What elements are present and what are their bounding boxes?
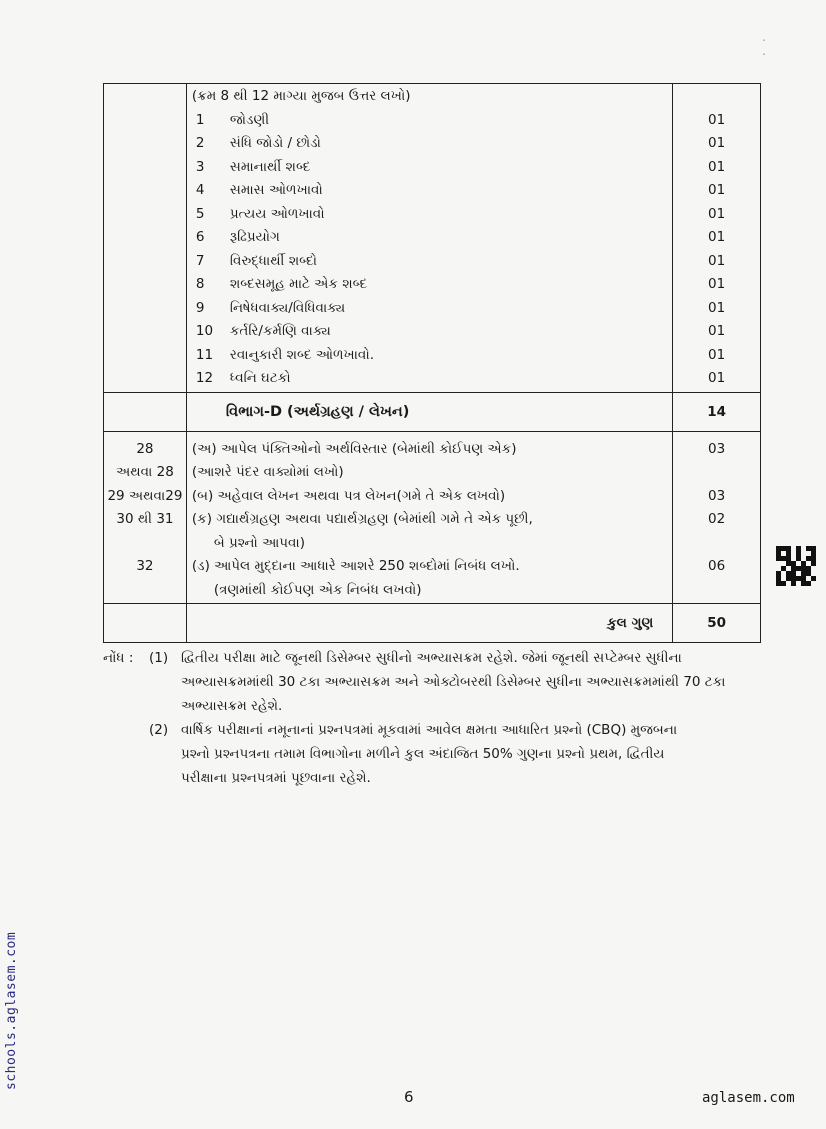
item-number: 9: [195, 299, 205, 316]
grammar-item: [188, 320, 671, 344]
table-row-section-d: [104, 392, 761, 431]
item-marks: 01: [708, 299, 726, 316]
section-d-title: વિભાગ-D (અર્થગ્રહણ / લેખન): [225, 403, 410, 420]
site-footer: aglasem.com: [702, 1090, 795, 1106]
grammar-item: [188, 344, 671, 368]
section-d-marks: 14: [707, 403, 727, 420]
q32-line2: (ત્રણમાંથી કોઈપણ એક નિબંધ લખવો): [213, 581, 422, 598]
item-marks: 01: [708, 182, 726, 198]
item-number: 4: [195, 182, 205, 198]
item-text: સમાનાર્થી શબ્દ: [229, 158, 311, 175]
total-marks: 50: [707, 615, 727, 631]
grammar-marks-list: [674, 109, 759, 391]
note-line: અભ્યાસક્રમ રહેશે.: [181, 698, 283, 714]
grammar-items-cell: [186, 84, 672, 393]
item-marks: 01: [708, 205, 726, 222]
grammar-item: [188, 203, 671, 227]
item-text: કર્તરિ/કર્મણિ વાક્ય: [229, 323, 331, 339]
item-text: રૂઢિપ્રયોગ: [229, 229, 280, 245]
item-text: પ્રત્યય ઓળખાવો: [229, 205, 325, 222]
grammar-item: [188, 226, 671, 250]
question-no-cell: [104, 84, 187, 393]
note-number: (1): [149, 650, 169, 666]
q-no-29: 29 અથવા29: [107, 487, 183, 504]
item-marks: 01: [708, 346, 726, 363]
item-number: 8: [195, 276, 205, 292]
note-line: પરીક્ષાના પ્રશ્નપત્રમાં પૂછવાના રહેશે.: [181, 770, 371, 786]
item-marks: 01: [708, 135, 726, 151]
item-marks: 01: [708, 370, 726, 386]
grammar-marks-cell: [673, 84, 761, 393]
item-number: 5: [195, 205, 205, 222]
note-number: (2): [149, 722, 169, 738]
questions-marks-cell: [673, 431, 761, 604]
item-number: 6: [195, 229, 205, 245]
item-text: ધ્વનિ ઘટકો: [229, 370, 291, 386]
qr-code-icon: [776, 546, 816, 586]
q30-line1: (ક) ગદ્યાર્થગ્રહણ અથવા પદ્યાર્થગ્રહણ (બેમાંથી ગમે તે એક પૂછી,: [191, 511, 533, 527]
q29-marks: 03: [708, 487, 726, 504]
item-marks: 01: [708, 158, 726, 175]
table-row-questions: [104, 431, 761, 604]
item-marks: 01: [708, 323, 726, 339]
grammar-items-list: [188, 109, 671, 391]
item-number: 3: [195, 158, 205, 175]
grammar-item: [188, 273, 671, 297]
note-line: પ્રશ્નો પ્રશ્નપત્રના તમામ વિભાગોના મળીને કુલ અંદાજિત 50% ગુણના પ્રશ્નો પ્રથમ, દ્વિતીય: [181, 746, 665, 762]
note-1: [103, 646, 775, 718]
q30-marks: 02: [708, 511, 726, 527]
scan-specks: . .: [762, 30, 794, 58]
item-number: 2: [195, 135, 205, 151]
item-marks: 01: [708, 276, 726, 292]
q28-line2: (આશરે પંદર વાક્યોમાં લખો): [191, 464, 344, 480]
item-number: 10: [195, 323, 214, 339]
grammar-intro: (ક્રમ 8 થી 12 માગ્યા મુજબ ઉત્તર લખો): [191, 88, 411, 104]
q-no-32: 32: [136, 558, 154, 574]
notes-section: [103, 646, 775, 790]
q32-marks: 06: [708, 558, 726, 574]
syllabus-table: [103, 83, 761, 643]
q29-line1: (બ) અહેવાલ લેખન અથવા પત્ર લેખન(ગમે તે એક લખવો): [191, 487, 506, 504]
q28-line1: (અ) આપેલ પંક્તિઓનો અર્થવિસ્તાર (બેમાંથી કોઈપણ એક): [191, 440, 517, 457]
grammar-item: [188, 109, 671, 133]
grammar-item: [188, 156, 671, 180]
total-label: કુલ ગુણ: [607, 615, 654, 631]
qr-module: [811, 581, 816, 586]
item-number: 7: [195, 252, 205, 269]
item-text: વિરુદ્ધાર્થી શબ્દો: [229, 252, 318, 269]
item-marks: 01: [708, 229, 726, 245]
question-numbers-cell: [104, 431, 187, 604]
item-number: 1: [195, 111, 205, 128]
q-no-28: 28: [136, 440, 154, 457]
item-text: રવાનુકારી શબ્દ ઓળખાવો.: [229, 346, 375, 363]
item-number: 12: [195, 370, 214, 386]
grammar-item: [188, 367, 671, 391]
note-line: દ્વિતીય પરીક્ષા માટે જૂનથી ડિસેમ્બર સુધીનો અભ્યાસક્રમ રહેશે. જેમાં જૂનથી સપ્ટેમ્બર સુધીના: [181, 650, 682, 666]
item-text: નિષેધવાક્ય/વિધિવાક્ય: [229, 299, 346, 316]
item-marks: 01: [708, 252, 726, 269]
item-text: સમાસ ઓળખાવો: [229, 182, 323, 198]
page-number: 6: [404, 1088, 414, 1106]
q-no-30: 30 થી 31: [116, 511, 174, 527]
questions-text-cell: [186, 431, 672, 604]
table-row-grammar: [104, 84, 761, 393]
grammar-item: [188, 250, 671, 274]
note-2: [103, 718, 775, 790]
item-text: સંધિ જોડો / છોડો: [229, 135, 321, 151]
q30-line2: બે પ્રશ્નો આપવા): [213, 534, 306, 551]
item-number: 11: [195, 346, 214, 363]
q-no-28-alt: અથવા 28: [116, 464, 174, 480]
item-text: શબ્દસમૂહ માટે એક શબ્દ: [229, 276, 368, 292]
note-line: વાર્ષિક પરીક્ષાનાં નમૂનાનાં પ્રશ્નપત્રમાં મૂકવામાં આવેલ ક્ષમતા આધારિત પ્રશ્નો (CBQ) મુજબના: [181, 722, 678, 738]
notes-label: નોંધ :: [103, 650, 134, 666]
item-marks: 01: [708, 111, 726, 128]
q28-marks: 03: [708, 440, 726, 457]
note-line: અભ્યાસક્રમમાંથી 30 ટકા અભ્યાસક્રમ અને ઓક્ટોબરથી ડિસેમ્બર સુધીના અભ્યાસક્રમમાંથી 70 ટકા: [181, 674, 726, 690]
item-text: જોડણી: [229, 111, 270, 128]
table-row-total: [104, 604, 761, 643]
q32-line1: (ડ) આપેલ મુદ્દાના આધારે આશરે 250 શબ્દોમાં નિબંધ લખો.: [191, 558, 520, 574]
grammar-item: [188, 179, 671, 203]
side-watermark: schools.aglasem.com: [4, 931, 19, 1090]
grammar-item: [188, 132, 671, 156]
grammar-item: [188, 297, 671, 321]
